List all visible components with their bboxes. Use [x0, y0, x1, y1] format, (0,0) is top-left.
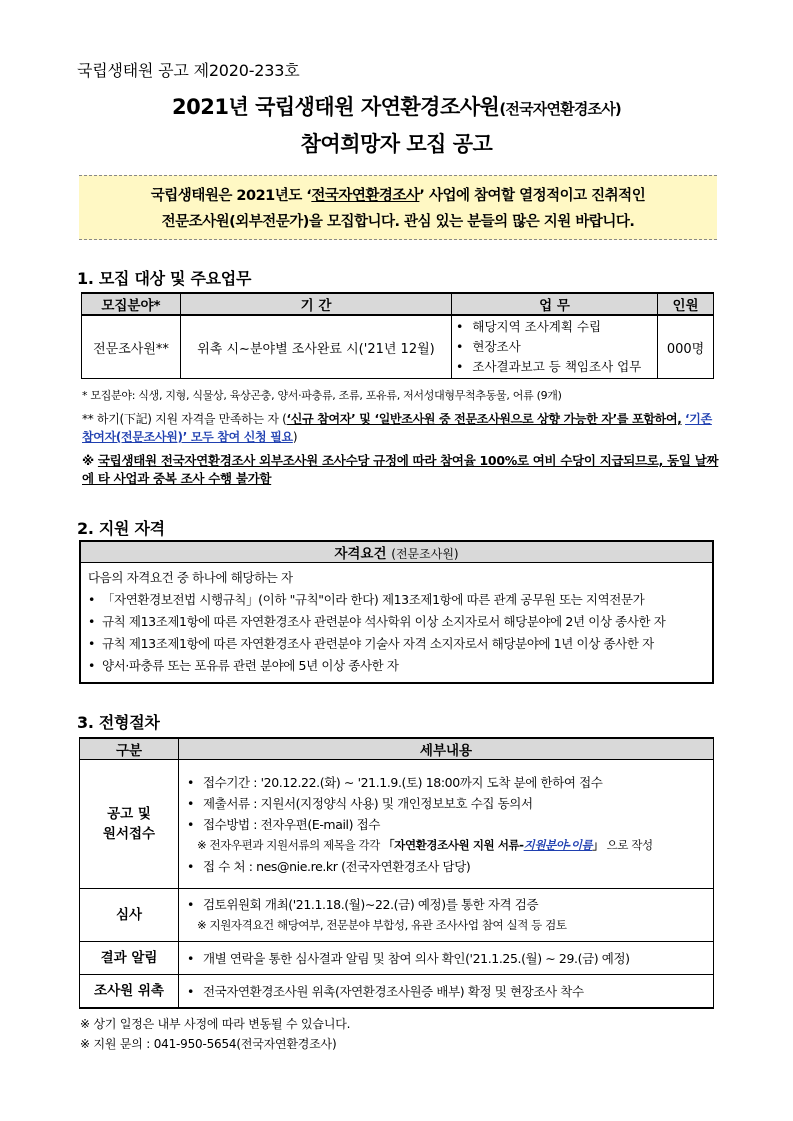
procedure-row-appoint: [80, 975, 714, 1009]
detail-subnote: ※ 지원자격요건 해당여부, 전문분야 부합성, 유관 조사사업 참여 실적 등 검토: [197, 918, 567, 932]
category-result: 결과 알림: [80, 942, 179, 975]
recruit-count: 000명: [658, 315, 714, 379]
header-field: 모집분야*: [82, 293, 181, 315]
detail-item: • 접수기간 : '20.12.22.(화) ∼ '21.1.9.(토) 18:00까지 도착 분에 한하여 접수: [187, 772, 707, 793]
recruit-field: 전문조사원**: [82, 315, 181, 379]
duty-item: • 현장조사: [456, 337, 657, 357]
qualification-header-row: [80, 541, 713, 563]
category-appoint: 조사원 위촉: [80, 975, 179, 1009]
detail-item: • 접수방법 : 전자우편(E-mail) 접수: [187, 814, 707, 835]
procedure-row-review: [80, 889, 714, 942]
note-qualification: ** 하기(下記) 지원 자격을 만족하는 자 (‘신규 참여자’ 및 ‘일반조사원 중 전문조사원으로 상향 가능한 자’를 포함하여, ‘기존 참여자(전문조사원)’ 모두 참여 신청 필요): [82, 412, 712, 444]
header-duty: 업 무: [452, 293, 658, 315]
qualification-item: • 규칙 제13조제1항에 따른 자연환경조사 관련분야 기술사 자격 소지자로서 해당분야에 1년 이상 종사한 자: [88, 633, 706, 655]
header-count: 인원: [658, 293, 714, 315]
category-review: 심사: [80, 889, 179, 942]
section-2-heading: 2. 지원 자격: [77, 519, 165, 538]
procedure-row-apply: [80, 760, 714, 889]
recruit-row: [82, 315, 714, 379]
procedure-row-result: [80, 942, 714, 975]
qualification-item: • 규칙 제13조제1항에 따른 자연환경조사 관련분야 석사학위 이상 소지자로서 해당분야에 2년 이상 종사한 자: [88, 611, 706, 633]
qualification-lead: 다음의 자격요건 중 하나에 해당하는 자: [88, 570, 293, 585]
note-allowance: ※ 국립생태원 전국자연환경조사 외부조사원 조사수당 규정에 따라 참여율 100%로 여비 수당이 지급되므로, 동일 날짜에 타 사업과 중복 조사 수행 불가함: [82, 453, 719, 486]
note-fields: * 모집분야: 식생, 지형, 식물상, 육상곤충, 양서·파충류, 조류, 포유류, 저서성대형무척추동물, 어류 (9개): [82, 389, 562, 402]
qualification-body: [80, 563, 713, 684]
page-title: [0, 91, 793, 121]
qualification-item: • 「자연환경보전법 시행규칙」(이하 "규칙"이라 한다) 제13조제1항에 따른 관계 공무원 또는 지역전문가: [88, 589, 706, 611]
project-name: 전국자연환경조사: [311, 188, 420, 204]
qualification-header: 자격요건 (전문조사원): [80, 541, 713, 563]
header-period: 기 간: [181, 293, 452, 315]
details-result: [179, 942, 714, 975]
recruit-table: [81, 292, 714, 379]
header-details: 세부내용: [179, 738, 714, 760]
duty-item: • 해당지역 조사계획 수립: [456, 317, 657, 337]
category-apply: 공고 및 원서접수: [80, 760, 179, 889]
title-sub: (전국자연환경조사): [499, 100, 621, 118]
header-category: 구분: [80, 738, 179, 760]
note-existing-participants: ‘기존 참여자(전문조사원)’ 모두 참여 신청 필요: [82, 412, 712, 444]
intro-box: [79, 175, 717, 240]
duty-item: • 조사결과보고 등 책임조사 업무: [456, 357, 657, 377]
intro-line-2: 전문조사원(외부전문가)을 모집합니다. 관심 있는 분들의 많은 지원 바랍니다.: [161, 214, 635, 230]
qualification-item: • 양서·파충류 또는 포유류 관련 분야에 5년 이상 종사한 자: [88, 655, 706, 677]
procedure-table: [79, 737, 714, 1009]
qualification-table: [79, 540, 714, 684]
footer-schedule-note: ※ 상기 일정은 내부 사정에 따라 변동될 수 있습니다.: [80, 1017, 351, 1031]
detail-item: • 제출서류 : 지원서(지정양식 사용) 및 개인정보보호 수집 동의서: [187, 793, 707, 814]
detail-item: • 접 수 처 : nes@nie.re.kr (전국자연환경조사 담당): [187, 856, 707, 877]
section-1-heading: 1. 모집 대상 및 주요업무: [77, 269, 252, 288]
detail-item: • 검토위원회 개최('21.1.18.(월)∼22.(금) 예정)를 통한 자격 검증: [187, 894, 707, 915]
details-appoint: [179, 975, 714, 1009]
title-main: 2021년 국립생태원 자연환경조사원: [172, 95, 500, 119]
details-review: [179, 889, 714, 942]
section-3-heading: 3. 전형절차: [77, 713, 160, 732]
detail-subnote: ※ 전자우편과 지원서류의 제목을 각각 「자연환경조사원 지원 서류-지원분야-이름」 으로 작성: [197, 837, 653, 852]
footer-contact: ※ 지원 문의 : 041-950-5654(전국자연환경조사): [80, 1037, 337, 1051]
note-new-participants: ‘신규 참여자’ 및 ‘일반조사원 중 전문조사원으로 상향 가능한 자’를 포함하여,: [286, 412, 682, 426]
recruit-period: 위촉 시∼분야별 조사완료 시('21년 12월): [181, 315, 452, 379]
detail-item: • 개별 연락을 통한 심사결과 알림 및 참여 의사 확인('21.1.25.(월) ∼ 29.(금) 예정): [187, 948, 707, 969]
intro-line-1: 국립생태원은 2021년도 ‘전국자연환경조사’ 사업에 참여할 열정적이고 진취적인: [150, 188, 646, 204]
notice-number: 국립생태원 공고 제2020-233호: [77, 61, 300, 80]
recruit-header-row: [82, 293, 714, 315]
recruit-duties: [452, 315, 658, 379]
detail-item: • 전국자연환경조사원 위촉(자연환경조사원증 배부) 확정 및 현장조사 착수: [187, 981, 707, 1002]
page-subtitle: 참여희망자 모집 공고: [300, 132, 493, 156]
details-apply: [179, 760, 714, 889]
procedure-header-row: [80, 738, 714, 760]
